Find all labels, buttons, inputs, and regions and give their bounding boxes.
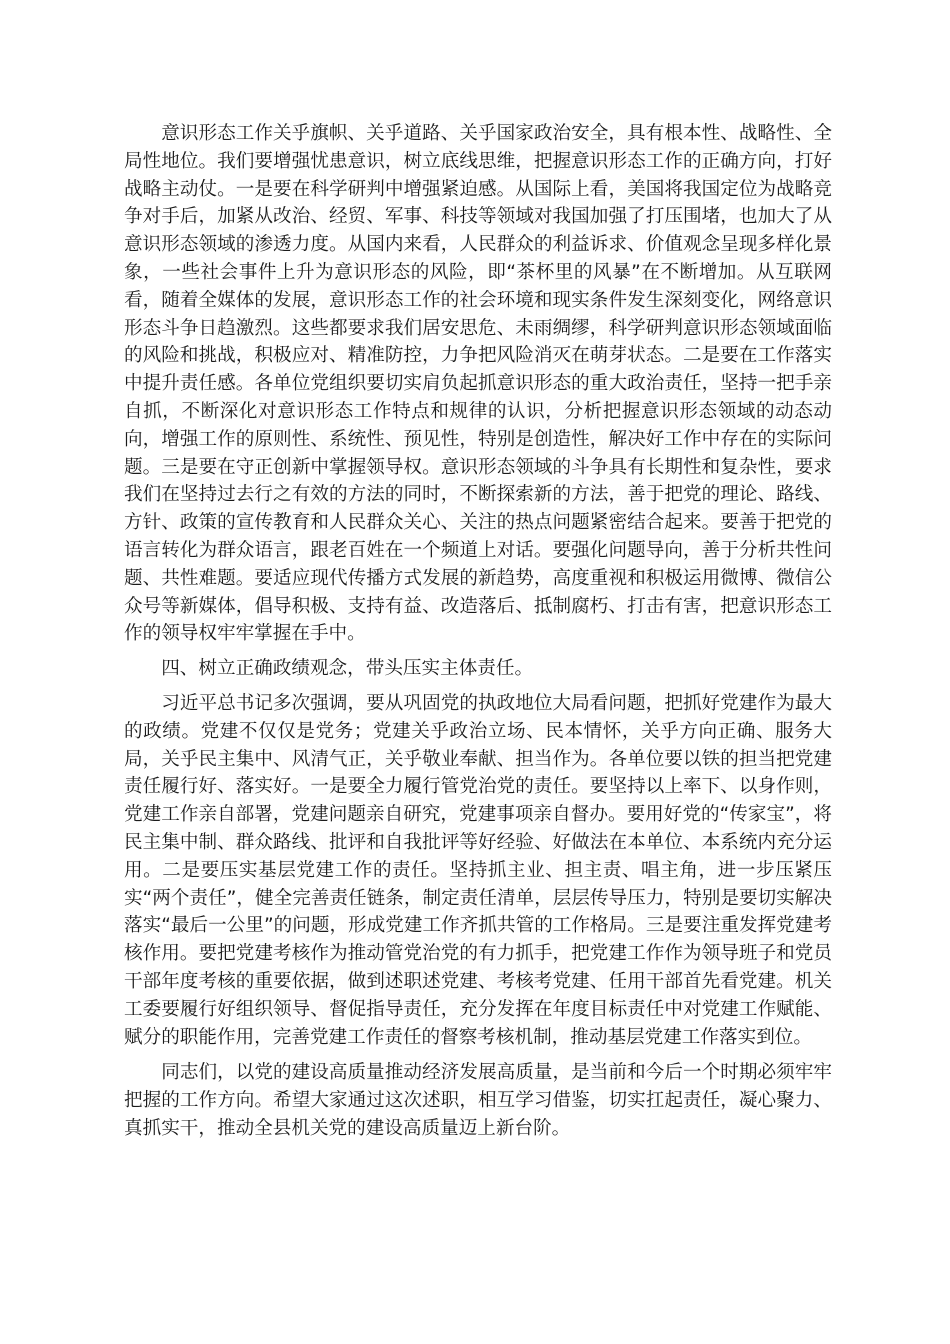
document-body [124, 120, 832, 1143]
paragraph-party-building-responsibility: 习近平总书记多次强调，要从巩固党的执政地位大局看问题，把抓好党建作为最大的政绩。党建不仅仅是党务；党建关乎政治立场、民本情怀，关乎方向正确、服务大局，关乎民主集中、风清气正，关乎敬业奉献、担当作为。各单位要以铁的担当把党建责任履行好、落实好。一是要全力履行管党治党的责任。要坚持以上率下、以身作则，党建工作亲自部署，党建问题亲自研究，党建事项亲自督办。要用好党的“传家宝”，将民主集中制、群众路线、批评和自我批评等好经验、好做法在本单位、本系统内充分运用。二是要压实基层党建工作的责任。坚持抓主业、担主责、唱主角，进一步压紧压实“两个责任”，健全完善责任链条，制定责任清单，层层传导压力，特别是要切实解决落实“最后一公里”的问题，形成党建工作齐抓共管的工作格局。三是要注重发挥党建考核作用。要把党建考核作为推动管党治党的有力抓手，把党建工作作为领导班子和党员干部年度考核的重要依据，做到述职述党建、考核考党建、任用干部首先看党建。机关工委要履行好组织领导、督促指导责任，充分发挥在年度目标责任中对党建工作赋能、赋分的职能作用，完善党建工作责任的督察考核机制，推动基层党建工作落实到位。 [124, 692, 832, 1048]
section-heading-four: 四、树立正确政绩观念，带头压实主体责任。 [161, 658, 534, 680]
paragraph-closing-remarks: 同志们，以党的建设高质量推动经济发展高质量，是当前和今后一个时期必须牢牢把握的工作方向。希望大家通过这次述职，相互学习借鉴，切实扛起责任，凝心聚力、真抓实干，推动全县机关党的建设高质量迈上新台阶。 [124, 1062, 832, 1139]
paragraph-ideology-work: 意识形态工作关乎旗帜、关乎道路、关乎国家政治安全，具有根本性、战略性、全局性地位。我们要增强忧患意识，树立底线思维，把握意识形态工作的正确方向，打好战略主动仗。一是要在科学研判中增强紧迫感。从国际上看，美国将我国定位为战略竞争对手后，加紧从改治、经贸、军事、科技等领域对我国加强了打压围堵，也加大了从意识形态领域的渗透力度。从国内来看，人民群众的利益诉求、价值观念呈现多样化景象，一些社会事件上升为意识形态的风险，即“茶杯里的风暴”在不断增加。从互联网看，随着全媒体的发展，意识形态工作的社会环境和现实条件发生深刻变化，网络意识形态斗争日趋激烈。这些都要求我们居安思危、未雨绸缪，科学研判意识形态领域面临的风险和挑战，积极应对、精准防控，力争把风险消灭在萌芽状态。二是要在工作落实中提升责任感。各单位党组织要切实肩负起抓意识形态的重大政治责任，坚持一把手亲自抓，不断深化对意识形态工作特点和规律的认识，分析把握意识形态领域的动态动向，增强工作的原则性、系统性、预见性，特别是创造性，解决好工作中存在的实际问题。三是要在守正创新中掌握领导权。意识形态领域的斗争具有长期性和复杂性，要求我们在坚持过去行之有效的方法的同时，不断探索新的方法，善于把党的理论、路线、方针、政策的宣传教育和人民群众关心、关注的热点问题紧密结合起来。要善于把党的语言转化为群众语言，跟老百姓在一个频道上对话。要强化问题导向，善于分析共性问题、共性难题。要适应现代传播方式发展的新趋势，高度重视和积极运用微博、微信公众号等新媒体，倡导积极、支持有益、改造落后、抵制腐朽、打击有害，把意识形态工作的领导权牢牢掌握在手中。 [124, 123, 832, 645]
